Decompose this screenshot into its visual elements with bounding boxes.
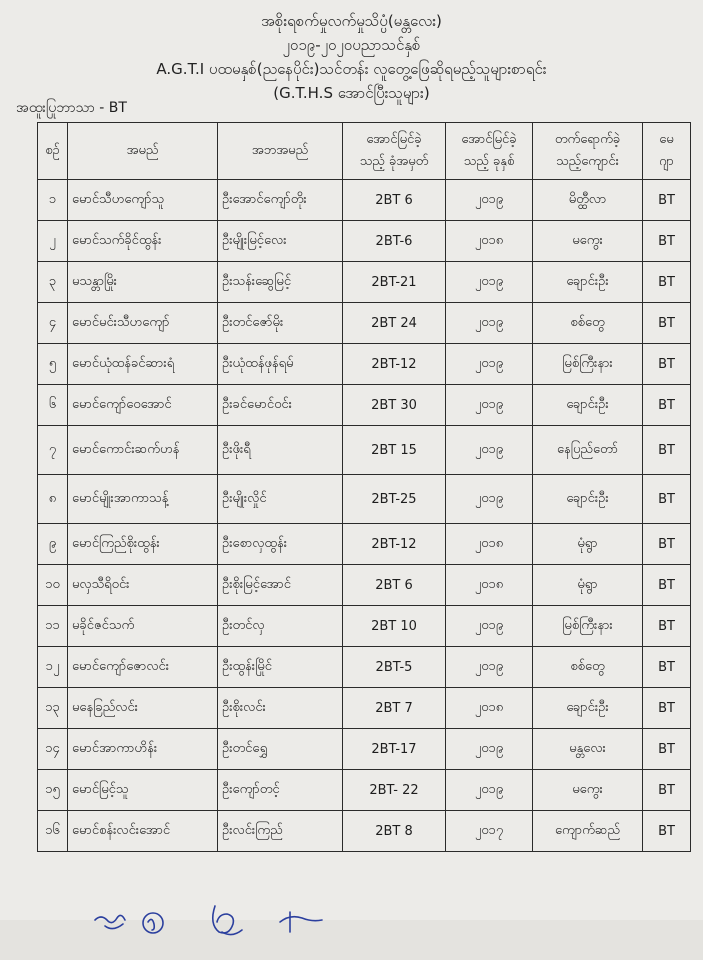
row-passed-year: ၂၀၁၈ (446, 565, 533, 606)
row-school: ချောင်းဦး (533, 475, 643, 524)
row-passed-year: ၂၀၁၉ (446, 385, 533, 426)
row-major: BT (643, 606, 691, 647)
row-major: BT (643, 303, 691, 344)
row-major: BT (643, 221, 691, 262)
table-row (38, 565, 691, 606)
list-title: A.G.T.I ပထမနှစ်(ညနေပိုင်း)သင်တန်း လူတွေ့ဖြေဆိုရမည့်သူများစာရင်း (156, 60, 547, 78)
row-major: BT (643, 688, 691, 729)
row-major: BT (643, 344, 691, 385)
row-no: ၁၂ (38, 647, 68, 688)
row-no: ၁၆ (38, 811, 68, 852)
row-passed-year: ၂၀၁၉ (446, 344, 533, 385)
row-passed-year: ၂၀၁၈ (446, 688, 533, 729)
row-no: ၁၄ (38, 729, 68, 770)
row-passed-year: ၂၀၁၉ (446, 729, 533, 770)
table-row (38, 262, 691, 303)
table-body (38, 180, 691, 852)
row-father-name: ဦးတင်ဇော်မိုး (218, 303, 343, 344)
row-no: ၄ (38, 303, 68, 344)
row-roll-number: 2BT 6 (343, 180, 446, 221)
row-major: BT (643, 565, 691, 606)
row-roll-number: 2BT- 22 (343, 770, 446, 811)
row-school: မကွေး (533, 221, 643, 262)
row-major: BT (643, 770, 691, 811)
row-passed-year: ၂၀၁၉ (446, 426, 533, 475)
row-major: BT (643, 426, 691, 475)
row-father-name: ဦးစိုးလင်း (218, 688, 343, 729)
row-passed-year: ၂၀၁၇ (446, 811, 533, 852)
row-roll-number: 2BT 6 (343, 565, 446, 606)
row-father-name: ဦးထွန်းမြိုင် (218, 647, 343, 688)
row-passed-year: ၂၀၁၉ (446, 647, 533, 688)
row-roll-number: 2BT 7 (343, 688, 446, 729)
row-father-name: ဦးဖိုးရီ (218, 426, 343, 475)
row-school: ကျောက်ဆည် (533, 811, 643, 852)
col-header-school (533, 123, 643, 180)
row-student-name: မောင်သက်ခိုင်ထွန်း (68, 221, 218, 262)
table-row (38, 770, 691, 811)
row-student-name: မလှသီရိဝင်း (68, 565, 218, 606)
table-row (38, 606, 691, 647)
col-header-roll-line1: အောင်မြင်ခဲ့ (366, 132, 422, 147)
row-father-name: ဦးတင်လှ (218, 606, 343, 647)
row-no: ၁၁ (38, 606, 68, 647)
table-row (38, 524, 691, 565)
row-no: ၁၅ (38, 770, 68, 811)
academic-year: ၂၀၁၉-၂၀၂၀ပညာသင်နှစ် (282, 36, 421, 54)
row-passed-year: ၂၀၁၉ (446, 180, 533, 221)
table-row (38, 475, 691, 524)
col-header-roll (343, 123, 446, 180)
row-no: ၇ (38, 426, 68, 475)
table-header-row (38, 123, 691, 180)
row-school: မန္တလေး (533, 729, 643, 770)
row-roll-number: 2BT-12 (343, 524, 446, 565)
row-school: မြစ်ကြီးနား (533, 344, 643, 385)
row-student-name: မသန္တာမြိုး (68, 262, 218, 303)
row-no: ၃ (38, 262, 68, 303)
table-row (38, 385, 691, 426)
row-father-name: ဦးအောင်ကျော်တိုး (218, 180, 343, 221)
row-no: ၉ (38, 524, 68, 565)
row-major: BT (643, 385, 691, 426)
col-header-major-line2: ဂျာ (659, 154, 674, 169)
row-father-name: ဦးမျိုးမြင့်လေး (218, 221, 343, 262)
table-row (38, 180, 691, 221)
row-no: ၅ (38, 344, 68, 385)
row-student-name: မောင်သီဟကျော်သူ (68, 180, 218, 221)
row-school: မြစ်ကြီးနား (533, 606, 643, 647)
row-roll-number: 2BT 15 (343, 426, 446, 475)
row-passed-year: ၂၀၁၈ (446, 221, 533, 262)
row-major: BT (643, 180, 691, 221)
row-no: ၁၃ (38, 688, 68, 729)
row-passed-year: ၂၀၁၉ (446, 475, 533, 524)
row-student-name: မောင်ယုံထန်ခင်ဆားရံ (68, 344, 218, 385)
row-student-name: မောင်ကျော်ဝေအောင် (68, 385, 218, 426)
row-major: BT (643, 524, 691, 565)
row-school: နေပြည်တော် (533, 426, 643, 475)
row-school: မကွေး (533, 770, 643, 811)
row-father-name: ဦးလင်းကြည် (218, 811, 343, 852)
row-no: ၂ (38, 221, 68, 262)
row-father-name: ဦးစိုးမြင့်အောင် (218, 565, 343, 606)
row-student-name: မခိုင်ဇင်သက် (68, 606, 218, 647)
row-school: စစ်တွေ (533, 303, 643, 344)
row-no: ၈ (38, 475, 68, 524)
row-school: ချောင်းဦး (533, 262, 643, 303)
row-roll-number: 2BT-12 (343, 344, 446, 385)
row-student-name: မောင်ကျော်ဇောလင်း (68, 647, 218, 688)
table-row (38, 811, 691, 852)
row-father-name: ဦးသန်းဆွေမြင့် (218, 262, 343, 303)
institute-title: အစိုးရစက်မှုလက်မှုသိပ္ပံ(မန္တလေး) (261, 12, 442, 30)
table-row (38, 221, 691, 262)
col-header-year-line1: အောင်မြင်ခဲ့ (461, 132, 517, 147)
table-row (38, 729, 691, 770)
col-header-year (446, 123, 533, 180)
row-major: BT (643, 729, 691, 770)
row-passed-year: ၂၀၁၈ (446, 524, 533, 565)
col-header-father: အဘအမည် (218, 123, 343, 180)
row-roll-number: 2BT-21 (343, 262, 446, 303)
row-father-name: ဦးစောလှထွန်း (218, 524, 343, 565)
row-roll-number: 2BT-25 (343, 475, 446, 524)
row-school: စစ်တွေ (533, 647, 643, 688)
row-student-name: မောင်စန်းလင်းအောင် (68, 811, 218, 852)
row-school: မုံရွာ (533, 524, 643, 565)
col-header-school-line2: သည့်ကျောင်း (556, 154, 619, 169)
col-header-school-line1: တက်ရောက်ခဲ့ (554, 132, 621, 147)
row-no: ၁ (38, 180, 68, 221)
table-row (38, 688, 691, 729)
row-father-name: ဦးယုံထန်ဖုန်ရမ် (218, 344, 343, 385)
col-header-roll-line2: သည့် ခုံအမှတ် (359, 154, 429, 169)
col-header-year-line2: သည့် ခုနှစ် (463, 154, 515, 169)
row-passed-year: ၂၀၁၉ (446, 303, 533, 344)
row-major: BT (643, 811, 691, 852)
row-roll-number: 2BT 8 (343, 811, 446, 852)
row-roll-number: 2BT-6 (343, 221, 446, 262)
row-major: BT (643, 647, 691, 688)
row-student-name: မနေခြည်လင်း (68, 688, 218, 729)
table-row (38, 426, 691, 475)
row-school: ချောင်းဦး (533, 688, 643, 729)
col-header-name: အမည် (68, 123, 218, 180)
row-roll-number: 2BT 30 (343, 385, 446, 426)
row-major: BT (643, 475, 691, 524)
row-student-name: မောင်မြင့်သူ (68, 770, 218, 811)
row-passed-year: ၂၀၁၉ (446, 770, 533, 811)
col-header-major-line1: မေ (659, 132, 674, 147)
table-row (38, 647, 691, 688)
row-father-name: ဦးမျိုးလှိုင် (218, 475, 343, 524)
row-father-name: ဦးတင်ရွှေ (218, 729, 343, 770)
table-row (38, 303, 691, 344)
row-no: ၁၀ (38, 565, 68, 606)
row-school: မိတ္ထီလာ (533, 180, 643, 221)
row-no: ၆ (38, 385, 68, 426)
row-student-name: မောင်မျိုးအာကာသန့် (68, 475, 218, 524)
row-roll-number: 2BT-5 (343, 647, 446, 688)
row-student-name: မောင်ကောင်းဆက်ဟန် (68, 426, 218, 475)
row-roll-number: 2BT-17 (343, 729, 446, 770)
row-school: မုံရွာ (533, 565, 643, 606)
row-student-name: မောင်မင်းသီဟကျော် (68, 303, 218, 344)
row-major: BT (643, 262, 691, 303)
signature-marks (90, 898, 350, 948)
row-student-name: မောင်အာကာဟိန်း (68, 729, 218, 770)
row-student-name: မောင်ကြည်စိုးထွန်း (68, 524, 218, 565)
row-passed-year: ၂၀၁၉ (446, 262, 533, 303)
col-header-no: စဉ် (38, 123, 68, 180)
table-row (38, 344, 691, 385)
row-roll-number: 2BT 24 (343, 303, 446, 344)
row-father-name: ဦးခင်မောင်ဝင်း (218, 385, 343, 426)
list-subtitle: (G.T.H.S အောင်ပြီးသူများ) (273, 84, 430, 102)
major-subject-label: အထူးပြုဘာသာ - BT (16, 100, 127, 116)
row-roll-number: 2BT 10 (343, 606, 446, 647)
row-father-name: ဦးကျော်တင့် (218, 770, 343, 811)
row-passed-year: ၂၀၁၉ (446, 606, 533, 647)
row-school: ချောင်းဦး (533, 385, 643, 426)
col-header-major (643, 123, 691, 180)
student-table (37, 122, 691, 852)
